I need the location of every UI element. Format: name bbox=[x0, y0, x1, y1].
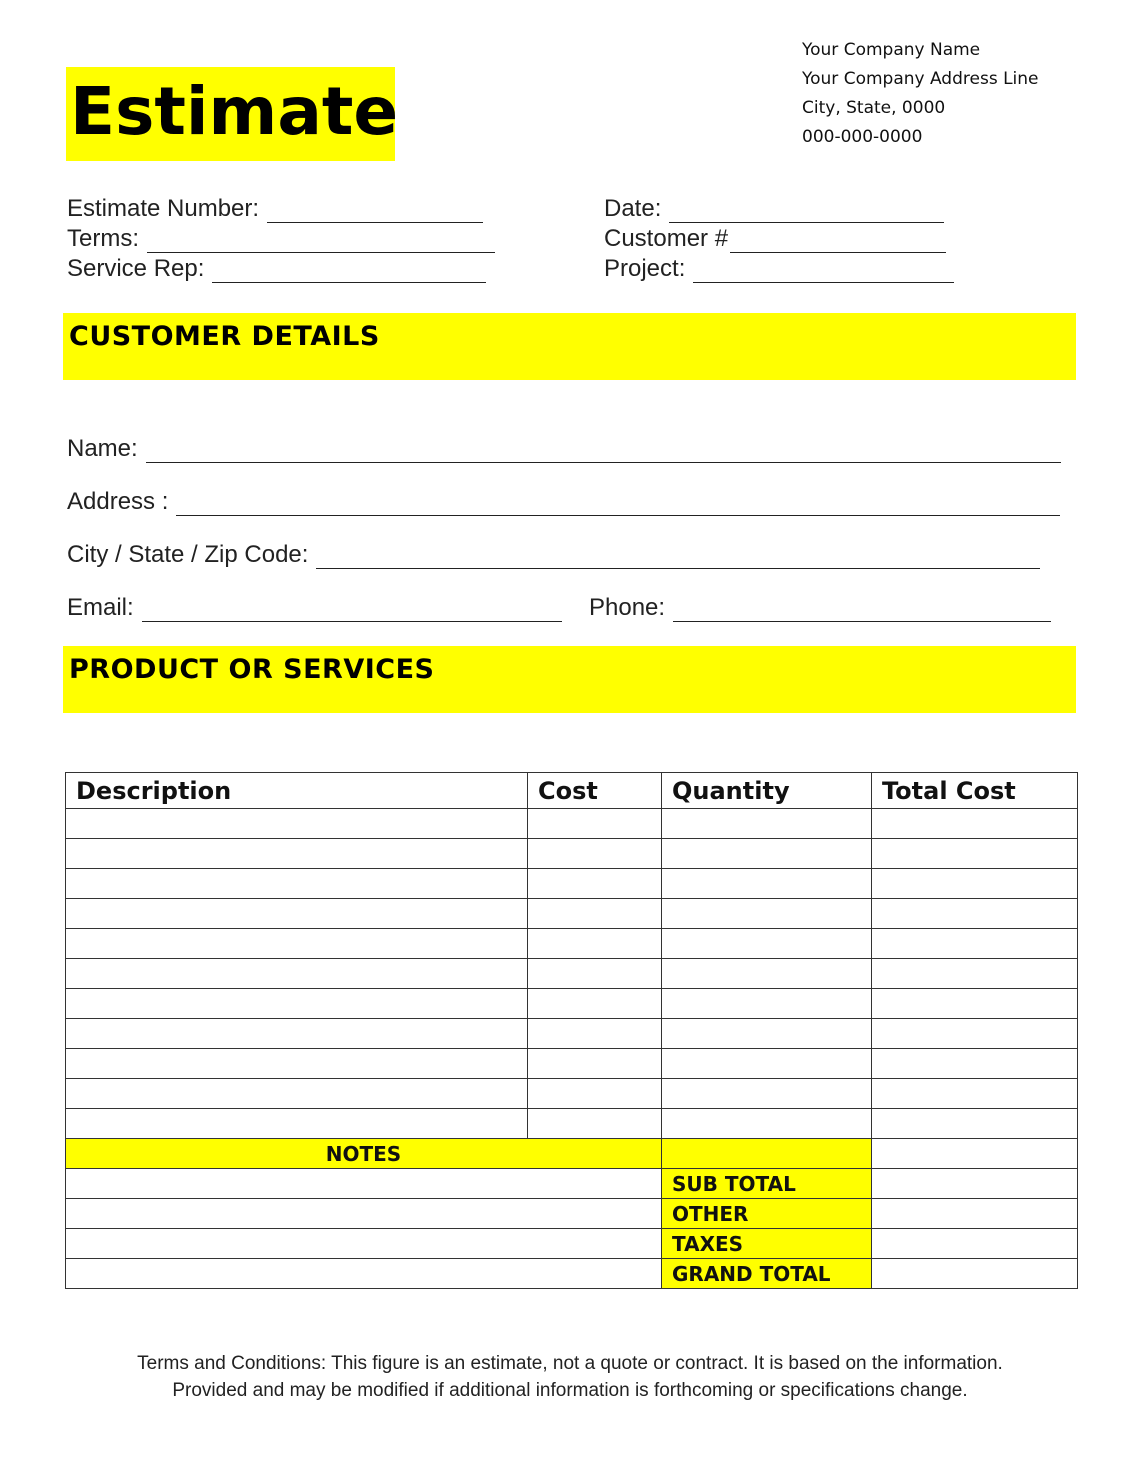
notes-line[interactable] bbox=[66, 1169, 662, 1199]
cost-cell[interactable] bbox=[528, 989, 662, 1019]
service-rep-label: Service Rep: bbox=[67, 255, 205, 282]
customer-city-line[interactable] bbox=[316, 548, 1040, 569]
customer-name-label: Name: bbox=[67, 435, 138, 462]
estimate-number-label: Estimate Number: bbox=[67, 195, 260, 222]
customer-number-field[interactable] bbox=[604, 225, 946, 253]
table-row bbox=[66, 869, 1078, 899]
company-name: Your Company Name bbox=[802, 40, 981, 60]
description-cell[interactable] bbox=[66, 1109, 528, 1139]
description-cell[interactable] bbox=[66, 1019, 528, 1049]
quantity-cell[interactable] bbox=[662, 809, 872, 839]
subtotal-label: SUB TOTAL bbox=[662, 1169, 872, 1199]
total-cost-cell[interactable] bbox=[872, 1049, 1078, 1079]
quantity-cell[interactable] bbox=[662, 1019, 872, 1049]
table-row bbox=[66, 839, 1078, 869]
cost-cell[interactable] bbox=[528, 899, 662, 929]
project-line[interactable] bbox=[693, 262, 954, 283]
customer-address-line[interactable] bbox=[176, 495, 1060, 516]
table-row bbox=[66, 989, 1078, 1019]
customer-address-field[interactable] bbox=[67, 488, 1060, 516]
table-row bbox=[66, 1019, 1078, 1049]
service-rep-field[interactable] bbox=[67, 255, 486, 283]
customer-email-line[interactable] bbox=[142, 601, 562, 622]
customer-phone-line[interactable] bbox=[673, 601, 1051, 622]
terms-line-1: Terms and Conditions: This figure is an estimate, not a quote or contract. It is based on the information. bbox=[137, 1353, 1003, 1374]
table-row bbox=[66, 959, 1078, 989]
quantity-cell[interactable] bbox=[662, 1049, 872, 1079]
total-cost-cell[interactable] bbox=[872, 929, 1078, 959]
description-cell[interactable] bbox=[66, 989, 528, 1019]
service-rep-line[interactable] bbox=[212, 262, 486, 283]
page-title: Estimate bbox=[70, 73, 399, 150]
notes-summary-value[interactable] bbox=[872, 1139, 1078, 1169]
customer-email-field[interactable] bbox=[67, 594, 562, 622]
grand-total-value[interactable] bbox=[872, 1259, 1078, 1289]
project-field[interactable] bbox=[604, 255, 954, 283]
total-cost-cell[interactable] bbox=[872, 1019, 1078, 1049]
description-cell[interactable] bbox=[66, 899, 528, 929]
cost-cell[interactable] bbox=[528, 869, 662, 899]
description-cell[interactable] bbox=[66, 869, 528, 899]
taxes-row bbox=[66, 1229, 1078, 1259]
customer-city-field[interactable] bbox=[67, 541, 1040, 569]
products-banner bbox=[63, 646, 1076, 713]
cost-cell[interactable] bbox=[528, 1049, 662, 1079]
date-label: Date: bbox=[604, 195, 662, 222]
project-label: Project: bbox=[604, 255, 686, 282]
notes-line[interactable] bbox=[66, 1259, 662, 1289]
company-phone: 000-000-0000 bbox=[802, 127, 923, 147]
quantity-cell[interactable] bbox=[662, 929, 872, 959]
table-row bbox=[66, 809, 1078, 839]
total-cost-cell[interactable] bbox=[872, 1109, 1078, 1139]
terms-field[interactable] bbox=[67, 225, 495, 253]
other-label: OTHER bbox=[662, 1199, 872, 1229]
cost-cell[interactable] bbox=[528, 1019, 662, 1049]
customer-details-banner bbox=[63, 313, 1076, 380]
date-line[interactable] bbox=[669, 202, 944, 223]
table-row bbox=[66, 1079, 1078, 1109]
estimate-number-line[interactable] bbox=[267, 202, 483, 223]
company-info bbox=[802, 36, 1039, 152]
quantity-cell[interactable] bbox=[662, 1109, 872, 1139]
customer-address-label: Address : bbox=[67, 488, 169, 515]
customer-number-line[interactable] bbox=[730, 232, 946, 253]
subtotal-value[interactable] bbox=[872, 1169, 1078, 1199]
col-cost: Cost bbox=[528, 773, 662, 809]
title-banner bbox=[66, 67, 399, 161]
description-cell[interactable] bbox=[66, 959, 528, 989]
other-value[interactable] bbox=[872, 1199, 1078, 1229]
notes-summary-blank bbox=[662, 1139, 872, 1169]
quantity-cell[interactable] bbox=[662, 989, 872, 1019]
notes-line[interactable] bbox=[66, 1229, 662, 1259]
table-row bbox=[66, 1049, 1078, 1079]
terms-label: Terms: bbox=[67, 225, 139, 252]
customer-name-line[interactable] bbox=[146, 442, 1061, 463]
grand-total-label: GRAND TOTAL bbox=[662, 1259, 872, 1289]
terms-and-conditions bbox=[60, 1350, 1080, 1404]
subtotal-row bbox=[66, 1169, 1078, 1199]
total-cost-cell[interactable] bbox=[872, 839, 1078, 869]
total-cost-cell[interactable] bbox=[872, 1079, 1078, 1109]
terms-line-2: Provided and may be modified if additional information is forthcoming or specifications change. bbox=[172, 1380, 968, 1401]
other-row bbox=[66, 1199, 1078, 1229]
customer-phone-field[interactable] bbox=[589, 594, 1051, 622]
table-row bbox=[66, 1109, 1078, 1139]
cost-cell[interactable] bbox=[528, 959, 662, 989]
description-cell[interactable] bbox=[66, 839, 528, 869]
customer-email-label: Email: bbox=[67, 594, 134, 621]
products-heading: PRODUCT OR SERVICES bbox=[69, 654, 435, 685]
quantity-cell[interactable] bbox=[662, 839, 872, 869]
description-cell[interactable] bbox=[66, 809, 528, 839]
taxes-value[interactable] bbox=[872, 1229, 1078, 1259]
table-row bbox=[66, 899, 1078, 929]
description-cell[interactable] bbox=[66, 1079, 528, 1109]
col-total-cost: Total Cost bbox=[872, 773, 1078, 809]
customer-phone-label: Phone: bbox=[589, 594, 666, 621]
notes-label: NOTES bbox=[66, 1139, 662, 1169]
cost-cell[interactable] bbox=[528, 839, 662, 869]
table-header-row bbox=[66, 773, 1078, 809]
total-cost-cell[interactable] bbox=[872, 959, 1078, 989]
items-table bbox=[65, 772, 1078, 1289]
quantity-cell[interactable] bbox=[662, 1079, 872, 1109]
total-cost-cell[interactable] bbox=[872, 869, 1078, 899]
cost-cell[interactable] bbox=[528, 1079, 662, 1109]
total-cost-cell[interactable] bbox=[872, 809, 1078, 839]
cost-cell[interactable] bbox=[528, 809, 662, 839]
quantity-cell[interactable] bbox=[662, 869, 872, 899]
grand-total-row bbox=[66, 1259, 1078, 1289]
quantity-cell[interactable] bbox=[662, 959, 872, 989]
col-quantity: Quantity bbox=[662, 773, 872, 809]
cost-cell[interactable] bbox=[528, 1109, 662, 1139]
description-cell[interactable] bbox=[66, 929, 528, 959]
customer-details-heading: CUSTOMER DETAILS bbox=[69, 321, 380, 352]
total-cost-cell[interactable] bbox=[872, 899, 1078, 929]
customer-number-label: Customer # bbox=[604, 225, 729, 252]
description-cell[interactable] bbox=[66, 1049, 528, 1079]
estimate-number-field[interactable] bbox=[67, 195, 483, 223]
cost-cell[interactable] bbox=[528, 929, 662, 959]
company-address: Your Company Address Line bbox=[802, 69, 1039, 89]
customer-city-label: City / State / Zip Code: bbox=[67, 541, 309, 568]
col-description: Description bbox=[66, 773, 528, 809]
company-city: City, State, 0000 bbox=[802, 98, 946, 118]
notes-line[interactable] bbox=[66, 1199, 662, 1229]
quantity-cell[interactable] bbox=[662, 899, 872, 929]
notes-row bbox=[66, 1139, 1078, 1169]
terms-line[interactable] bbox=[147, 232, 495, 253]
customer-name-field[interactable] bbox=[67, 435, 1061, 463]
total-cost-cell[interactable] bbox=[872, 989, 1078, 1019]
table-row bbox=[66, 929, 1078, 959]
taxes-label: TAXES bbox=[662, 1229, 872, 1259]
date-field[interactable] bbox=[604, 195, 944, 223]
